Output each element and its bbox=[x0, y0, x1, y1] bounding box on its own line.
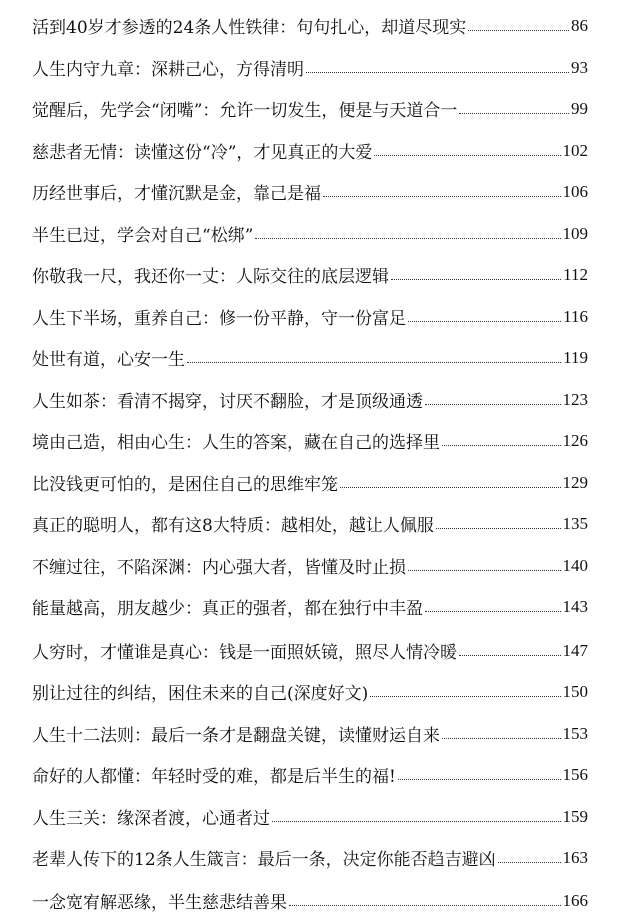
toc-entry[interactable] bbox=[32, 880, 588, 922]
entry-page-number: 156 bbox=[562, 764, 588, 784]
entry-title: 人生如茶：看清不揭穿，讨厌不翻脸，才是顶级通透 bbox=[32, 392, 423, 413]
entry-title: 人生下半场，重养自己：修一份平静，守一份富足 bbox=[32, 309, 406, 330]
toc-entry[interactable] bbox=[32, 671, 588, 713]
dot-leader bbox=[340, 487, 561, 488]
toc-entry[interactable] bbox=[32, 754, 588, 796]
dot-leader bbox=[398, 779, 561, 780]
dot-leader bbox=[306, 72, 569, 73]
entry-title: 命好的人都懂：年轻时受的难，都是后半生的福! bbox=[32, 767, 396, 788]
dot-leader bbox=[459, 655, 561, 656]
entry-page-number: 112 bbox=[563, 264, 588, 284]
entry-title: 比没钱更可怕的，是困住自己的思维牢笼 bbox=[32, 475, 338, 496]
entry-title: 能量越高，朋友越少：真正的强者，都在独行中丰盈 bbox=[32, 599, 423, 620]
toc-entry[interactable] bbox=[32, 630, 588, 672]
entry-page-number: 126 bbox=[562, 430, 588, 450]
toc-entry[interactable] bbox=[32, 47, 588, 89]
entry-page-number: 159 bbox=[562, 806, 588, 826]
entry-page-number: 93 bbox=[571, 57, 588, 77]
dot-leader bbox=[408, 570, 561, 571]
entry-page-number: 135 bbox=[562, 513, 588, 533]
entry-page-number: 123 bbox=[562, 389, 588, 409]
dot-leader bbox=[289, 905, 561, 906]
toc-entry[interactable] bbox=[32, 420, 588, 462]
toc-entry[interactable] bbox=[32, 213, 588, 255]
dot-leader bbox=[323, 196, 561, 197]
entry-title: 一念宽宥解恶缘，半生慈悲结善果 bbox=[32, 893, 287, 914]
entry-title: 别让过往的纠结，困住未来的自己(深度好文) bbox=[32, 684, 369, 705]
dot-leader bbox=[408, 321, 561, 322]
entry-page-number: 129 bbox=[562, 472, 588, 492]
entry-page-number: 109 bbox=[562, 223, 588, 243]
toc-entry[interactable] bbox=[32, 88, 588, 130]
entry-page-number: 163 bbox=[562, 847, 588, 867]
toc-entry[interactable] bbox=[32, 837, 588, 879]
dot-leader bbox=[436, 528, 561, 529]
toc-entry[interactable] bbox=[32, 713, 588, 755]
entry-title: 人生三关：缘深者渡，心通者过 bbox=[32, 809, 270, 830]
entry-title: 境由己造，相由心生：人生的答案，藏在自己的选择里 bbox=[32, 433, 440, 454]
entry-page-number: 153 bbox=[562, 723, 588, 743]
entry-title: 慈悲者无情：读懂这份“冷”，才见真正的大爱 bbox=[32, 143, 373, 164]
entry-title: 活到40岁才参透的24条人性铁律：句句扎心，却道尽现实 bbox=[32, 18, 467, 39]
entry-page-number: 116 bbox=[563, 306, 588, 326]
entry-title: 不缠过往，不陷深渊：内心强大者，皆懂及时止损 bbox=[32, 558, 406, 579]
entry-title: 你敬我一尺，我还你一丈：人际交往的底层逻辑 bbox=[32, 267, 389, 288]
entry-page-number: 166 bbox=[562, 890, 588, 910]
entry-page-number: 106 bbox=[562, 181, 588, 201]
toc-entry[interactable] bbox=[32, 130, 588, 172]
dot-leader bbox=[442, 445, 561, 446]
toc-entry[interactable] bbox=[32, 254, 588, 296]
entry-title: 真正的聪明人，都有这8大特质：越相处，越让人佩服 bbox=[32, 516, 434, 537]
toc-entry[interactable] bbox=[32, 379, 588, 421]
entry-page-number: 99 bbox=[571, 98, 588, 118]
entry-title: 人穷时，才懂谁是真心：钱是一面照妖镜，照尽人情冷暖 bbox=[32, 643, 457, 664]
toc-entry[interactable] bbox=[32, 462, 588, 504]
dot-leader bbox=[498, 862, 561, 863]
dot-leader bbox=[255, 238, 560, 239]
table-of-contents bbox=[32, 0, 588, 924]
dot-leader bbox=[370, 696, 560, 697]
dot-leader bbox=[459, 113, 569, 114]
dot-leader bbox=[442, 738, 561, 739]
entry-page-number: 86 bbox=[571, 15, 588, 35]
entry-page-number: 143 bbox=[562, 596, 588, 616]
entry-title: 半生已过，学会对自己“松绑” bbox=[32, 226, 254, 247]
dot-leader bbox=[374, 155, 560, 156]
dot-leader bbox=[187, 362, 561, 363]
entry-page-number: 119 bbox=[563, 347, 588, 367]
dot-leader bbox=[425, 404, 561, 405]
entry-page-number: 140 bbox=[562, 555, 588, 575]
toc-entry[interactable] bbox=[32, 796, 588, 838]
dot-leader bbox=[391, 279, 561, 280]
entry-title: 人生内守九章：深耕己心，方得清明 bbox=[32, 60, 304, 81]
entry-title: 老辈人传下的12条人生箴言：最后一条，决定你能否趋吉避凶 bbox=[32, 850, 496, 871]
toc-entry[interactable] bbox=[32, 545, 588, 587]
entry-page-number: 102 bbox=[562, 140, 588, 160]
toc-entry[interactable] bbox=[32, 296, 588, 338]
dot-leader bbox=[425, 611, 561, 612]
toc-entry[interactable] bbox=[32, 171, 588, 213]
toc-entry[interactable] bbox=[32, 503, 588, 545]
toc-entry[interactable] bbox=[32, 586, 588, 628]
entry-page-number: 147 bbox=[562, 640, 588, 660]
entry-title: 历经世事后，才懂沉默是金，靠己是福 bbox=[32, 184, 321, 205]
toc-entry[interactable] bbox=[32, 337, 588, 379]
entry-title: 人生十二法则：最后一条才是翻盘关键，读懂财运自来 bbox=[32, 726, 440, 747]
dot-leader bbox=[468, 30, 569, 31]
dot-leader bbox=[272, 821, 561, 822]
toc-entry[interactable] bbox=[32, 5, 588, 47]
entry-title: 处世有道，心安一生 bbox=[32, 350, 185, 371]
entry-page-number: 150 bbox=[562, 681, 588, 701]
entry-title: 觉醒后，先学会“闭嘴”：允许一切发生，便是与天道合一 bbox=[32, 101, 458, 122]
